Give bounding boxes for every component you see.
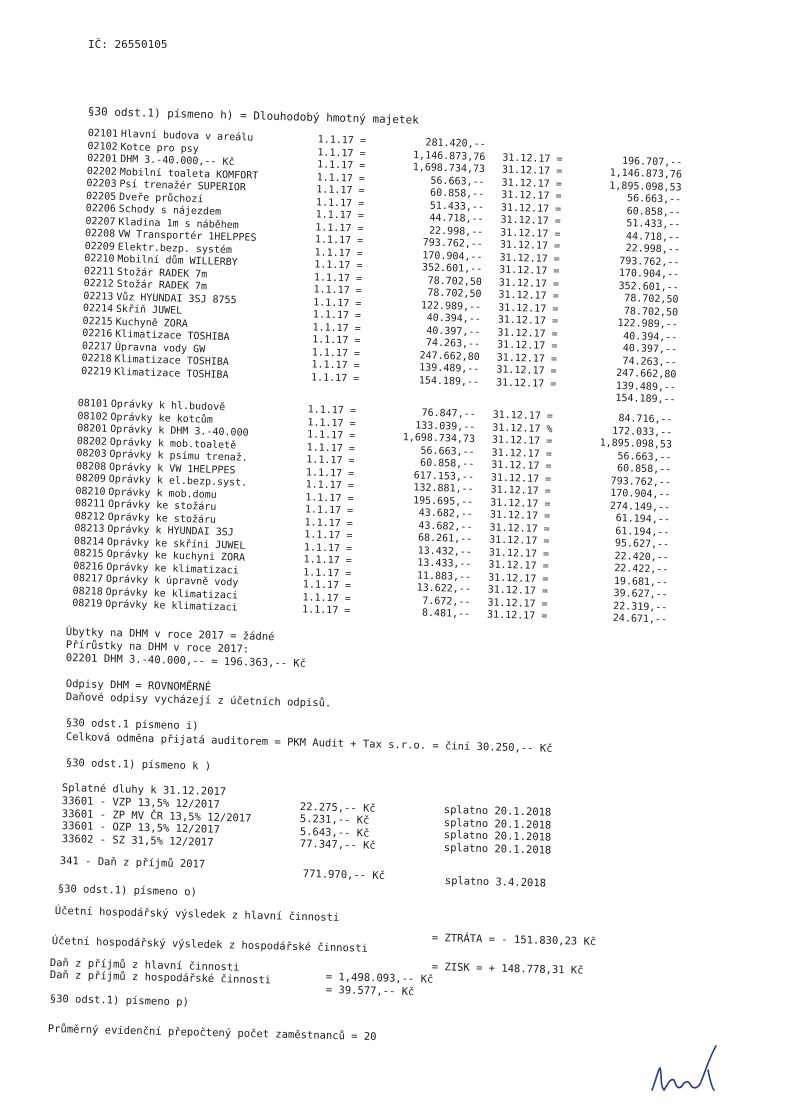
row-start-date: 1.1.17 = xyxy=(303,566,352,580)
row-name: Klimatizace TOSHIBA xyxy=(114,353,230,369)
row-name: Stožár RADEK 7m xyxy=(116,266,208,280)
row-name: Dveře průchozí xyxy=(118,191,204,205)
row-end-date: 31.12.17 = xyxy=(501,164,563,178)
row-end-date: 31.12.17 = xyxy=(497,314,559,328)
row-code: 08215 xyxy=(73,547,104,560)
section-heading: §30 odst.1) písmeno h) = Dlouhodobý hmotný majetek xyxy=(87,105,420,127)
row-end-value: 1,895.098,53 xyxy=(609,180,682,194)
row-code: 02209 xyxy=(84,240,115,253)
row-start-date: 1.1.17 = xyxy=(305,479,354,492)
row-end-value: 172.033,-- xyxy=(611,425,673,439)
row-end-value: 40.397,-- xyxy=(622,343,678,356)
row-end-value: 19.681,-- xyxy=(613,575,669,589)
row-code: 02205 xyxy=(85,190,117,203)
row-code: 02102 xyxy=(87,140,118,153)
row-end-value: 39.627,-- xyxy=(613,588,668,601)
row-start-value: 352.601,-- xyxy=(421,262,483,276)
row-start-value: 281.420,-- xyxy=(425,137,486,151)
row-name: Oprávky ke klimatizaci xyxy=(106,561,239,577)
row-start-date: 1.1.17 = xyxy=(305,466,355,480)
row-code: 02213 xyxy=(83,290,114,303)
row-end-date: 31.12.17 = xyxy=(491,459,552,473)
row-name: Klimatizace TOSHIBA xyxy=(115,328,230,344)
row-code: 08218 xyxy=(72,585,103,598)
row-code: 08201 xyxy=(76,422,108,435)
row-code: 02217 xyxy=(81,340,113,353)
row-end-value: 61.194,-- xyxy=(615,513,670,526)
row-end-date: 31.12.17 = xyxy=(487,597,548,610)
row-end-date: 31.12.17 = xyxy=(488,559,549,573)
row-end-value xyxy=(568,141,683,144)
dan-hlavni-label: Daň z příjmů z hlavní činnosti xyxy=(49,957,240,974)
row-code: 08219 xyxy=(72,597,103,610)
row-end-value: 40.394,-- xyxy=(623,330,678,344)
row-end-date: 31.12.17 = xyxy=(500,214,561,228)
row-start-value: 8.481,-- xyxy=(421,607,471,621)
row-code: 08209 xyxy=(75,472,107,485)
row-start-value: 22.998,-- xyxy=(428,225,484,238)
row-name: Kladina 1m s náběhem xyxy=(118,216,239,231)
row-start-value: 43.682,-- xyxy=(418,507,474,521)
row-start-date: 1.1.17 = xyxy=(311,359,360,372)
row-start-value: 13.433,-- xyxy=(417,557,472,571)
row-start-value: 13.432,-- xyxy=(417,545,473,558)
row-start-date: 1.1.17 = xyxy=(306,441,356,455)
row-end-value: 196.707,-- xyxy=(621,155,683,169)
row-code: 02211 xyxy=(83,265,115,278)
row-end-date: 31.12.17 = xyxy=(502,152,563,165)
row-start-value: 78.702,50 xyxy=(427,275,483,288)
row-start-value: 1,698.734,73 xyxy=(402,432,476,446)
row-code: 02207 xyxy=(85,215,116,228)
row-start-date: 1.1.17 = xyxy=(302,604,351,617)
row-code: 02216 xyxy=(82,327,113,340)
row-end-date: 31.12.17 = xyxy=(487,584,549,598)
row-start-date: 1.1.17 = xyxy=(307,404,357,417)
row-start-value: 11.883,-- xyxy=(416,570,472,583)
row-end-date: 31.12.17 % xyxy=(492,422,553,435)
row-start-value: 60.858,-- xyxy=(419,457,475,471)
row-name: Vůz HYUNDAI 3SJ 8755 xyxy=(116,291,237,306)
row-name: Psí trenažér SUPERIOR xyxy=(119,178,246,194)
row-end-value: 247.662,80 xyxy=(615,367,677,381)
row-start-date: 1.1.17 = xyxy=(317,134,367,147)
row-end-value: 56.663,-- xyxy=(617,450,672,464)
debt-due: splatno 20.1.2018 xyxy=(443,804,552,819)
row-end-date: 31.12.17 = xyxy=(497,327,558,340)
row-start-date: 1.1.17 = xyxy=(315,209,364,222)
row-code: 08211 xyxy=(74,497,106,510)
row-start-value: 40.397,-- xyxy=(426,325,481,338)
row-code: 02202 xyxy=(86,165,118,178)
row-end-value: 44.718,-- xyxy=(625,230,681,244)
row-name: Oprávky ke stožáru xyxy=(107,511,217,526)
row-end-date: 31.12.17 = xyxy=(499,264,560,278)
dan-hosp-label: Daň z příjmů z hospodářské činnosti xyxy=(49,969,272,987)
row-code: 08217 xyxy=(72,572,104,585)
row-end-date: 31.12.17 = xyxy=(496,339,558,353)
pismeno-p: §30 odst.1) písmeno p) xyxy=(49,993,190,1009)
row-end-value: 154.189,-- xyxy=(615,392,676,406)
debt-amount: 77.347,-- Kč xyxy=(299,838,376,853)
row-code: 02203 xyxy=(86,177,117,190)
row-name: Oprávky k psímu trenaž. xyxy=(109,448,249,464)
vysledek-hlavni-label: Účetní hospodářský výsledek z hlavní činnosti xyxy=(54,905,340,924)
row-end-date: 31.12.17 = xyxy=(487,572,549,585)
auditor-fee: Celková odměna přijatá auditorem = PKM Audit + Tax s.r.o. = činí 30.250,-- Kč xyxy=(65,731,553,755)
row-end-date: 31.12.17 = xyxy=(490,484,551,498)
row-end-date: 31.12.17 = xyxy=(499,239,561,253)
row-name: Mobilní toaleta KOMFORT xyxy=(119,166,259,182)
row-name: Kotce pro psy xyxy=(120,141,199,155)
row-start-date: 1.1.17 = xyxy=(304,504,354,517)
row-code: 08102 xyxy=(77,410,108,423)
row-name: VW Transportér 1HELPPES xyxy=(117,228,257,244)
pismeno-k: §30 odst.1) písmeno k ) xyxy=(65,757,212,773)
row-start-date: 1.1.17 = xyxy=(311,346,361,360)
handwritten-signature xyxy=(648,1040,728,1100)
splatne-dluhy-heading: Splatné dluhy k 31.12.2017 xyxy=(61,782,227,799)
row-start-value: 43.682,-- xyxy=(418,520,473,533)
row-end-value: 78.702,50 xyxy=(624,293,679,306)
row-start-value: 56.663,-- xyxy=(420,445,475,458)
row-name: Oprávky ke kotcům xyxy=(110,411,213,426)
row-end-value: 61.194,-- xyxy=(615,525,670,539)
row-code: 02214 xyxy=(82,302,114,315)
debt-amount: 5.643,-- Kč xyxy=(299,825,370,840)
row-end-value: 60.858,-- xyxy=(626,205,682,219)
row-start-date: 1.1.17 = xyxy=(303,541,353,555)
row-start-date: 1.1.17 = xyxy=(310,371,360,385)
row-code: 02101 xyxy=(87,128,119,140)
row-end-value: 274.149,-- xyxy=(609,500,671,514)
vysledek-hlavni-value: = ZTRÁTA = - 151.830,23 Kč xyxy=(431,932,597,949)
row-end-date: 31.12.17 = xyxy=(499,252,560,265)
row-code: 02206 xyxy=(85,202,117,215)
dan-hosp-value: = 39.577,-- Kč xyxy=(325,984,415,999)
row-end-value: 170.904,-- xyxy=(610,487,671,501)
debt-amount: 5.231,-- Kč xyxy=(299,813,370,827)
row-end-value: 22.420,-- xyxy=(614,550,669,564)
row-start-date: 1.1.17 = xyxy=(302,579,352,592)
row-name: Oprávky ke stožáru xyxy=(107,498,217,513)
tax-amount: 771.970,-- Kč xyxy=(302,868,386,883)
row-name: DHM 3.-40.000,-- Kč xyxy=(119,153,235,169)
row-start-date: 1.1.17 = xyxy=(313,271,363,285)
row-end-date: 31.12.17 = xyxy=(490,497,551,510)
row-name: Hlavní budova v areálu xyxy=(120,128,254,144)
row-name: Stožár RADEK 7m xyxy=(116,278,208,293)
zamestnanci-line: Průměrný evidenční přepočtený počet zaměstnanců = 20 xyxy=(47,1023,377,1044)
row-end-value: 352.601,-- xyxy=(618,280,679,294)
row-start-value: 74.263,-- xyxy=(425,337,481,351)
row-start-date: 1.1.17 = xyxy=(304,516,353,530)
row-start-date: 1.1.17 = xyxy=(314,234,364,247)
row-start-date: 1.1.17 = xyxy=(315,221,364,235)
row-name: Oprávky k hl.budově xyxy=(110,398,226,414)
pismeno-i: §30 odst.1 písmeno i) xyxy=(65,717,199,733)
row-start-date: 1.1.17 = xyxy=(312,321,361,335)
row-start-value: 122.989,-- xyxy=(420,299,482,313)
row-start-value: 170.904,-- xyxy=(422,249,483,263)
row-end-value: 122.989,-- xyxy=(617,317,678,331)
row-start-value: 76.847,-- xyxy=(421,407,476,421)
row-start-value: 132.881,-- xyxy=(413,482,474,496)
row-end-value: 56.663,-- xyxy=(626,193,682,206)
odpisy-note: Daňové odpisy vycházejí z účetních odpisů. xyxy=(65,691,332,710)
row-end-date: 31.12.17 = xyxy=(498,289,559,303)
row-start-value: 7.672,-- xyxy=(422,595,471,608)
row-end-value: 793.762,-- xyxy=(610,475,672,489)
row-end-value: 78.702,50 xyxy=(623,305,679,319)
row-start-date: 1.1.17 = xyxy=(316,159,366,172)
row-name: Oprávky k mob.domu xyxy=(108,486,217,501)
row-end-date: 31.12.17 = xyxy=(501,189,562,203)
row-start-date: 1.1.17 = xyxy=(306,429,356,442)
row-code: 08203 xyxy=(76,447,107,460)
row-start-date: 1.1.17 = xyxy=(304,529,353,542)
row-name: Oprávky k DHM 3.-40.000 xyxy=(109,423,249,439)
row-start-value: 44.718,-- xyxy=(429,212,484,226)
row-code: 02218 xyxy=(81,352,112,365)
row-end-date: 31.12.17 = xyxy=(501,177,562,190)
row-end-date: 31.12.17 = xyxy=(496,364,557,378)
row-start-date: 1.1.17 = xyxy=(302,591,351,605)
row-start-date: 1.1.17 = xyxy=(307,416,356,430)
row-name: Oprávky ke kuchyni ZORA xyxy=(106,548,246,564)
row-end-value: 24.671,-- xyxy=(612,613,668,626)
row-end-date: 31.12.17 = xyxy=(489,509,551,523)
row-code: 08214 xyxy=(73,535,105,548)
row-start-date: 1.1.17 = xyxy=(317,146,366,160)
row-end-value: 170.904,-- xyxy=(618,267,680,281)
row-code: 02219 xyxy=(81,365,112,378)
row-code: 08216 xyxy=(73,560,104,573)
row-end-date: 31.12.17 = xyxy=(490,472,552,485)
row-start-value: 56.663,-- xyxy=(430,175,485,188)
row-end-date: 31.12.17 = xyxy=(495,376,557,390)
row-code: 08208 xyxy=(75,460,107,473)
ubytky-line: Úbytky na DHM v roce 2017 = žádné xyxy=(65,626,275,644)
row-start-date: 1.1.17 = xyxy=(315,196,365,210)
debt-label: 33601 - ZP MV ČR 13,5% 12/2017 xyxy=(61,807,252,825)
row-end-value: 22.422,-- xyxy=(614,563,669,576)
prirustky-line: Přírůstky na DHM v roce 2017: xyxy=(65,639,250,656)
row-code: 08101 xyxy=(77,398,109,410)
row-name: Úpravna vody GW xyxy=(114,341,206,355)
row-end-value: 1,895.098,53 xyxy=(599,437,673,451)
row-start-value: 133.039,-- xyxy=(414,419,476,433)
row-start-value: 247.662,80 xyxy=(419,349,480,363)
row-name: Klimatizace TOSHIBA xyxy=(114,366,229,381)
tax-due: splatno 3.4.2018 xyxy=(444,875,547,890)
row-start-date: 1.1.17 = xyxy=(316,171,366,185)
row-end-date: 31.12.17 = xyxy=(500,227,561,240)
row-end-value: 51.433,-- xyxy=(626,218,681,231)
row-name: Mobilní dům WILLERBY xyxy=(117,253,238,269)
row-code: 02215 xyxy=(82,315,113,328)
row-name: Oprávky ke klimatizaci xyxy=(105,586,239,602)
row-name: Oprávky k úpravně vody xyxy=(105,573,239,589)
row-start-date: 1.1.17 = xyxy=(305,491,354,505)
row-start-value: 139.489,-- xyxy=(419,362,480,376)
row-end-value: 22.998,-- xyxy=(625,243,680,256)
row-end-date: 31.12.17 = xyxy=(496,352,558,365)
row-end-value: 60.858,-- xyxy=(616,463,672,476)
row-code: 02212 xyxy=(83,277,114,290)
row-end-date: 31.12.17 = xyxy=(486,609,548,623)
debt-label: 33602 - SZ 31,5% 12/2017 xyxy=(61,832,214,849)
row-code: 02210 xyxy=(84,252,115,265)
row-start-value: 617.153,-- xyxy=(413,469,475,483)
row-end-date: 31.12.17 = xyxy=(492,409,554,423)
odpisy-line: Odpisy DHM = ROVNOMĚRNÉ xyxy=(65,678,212,694)
debt-due: splatno 20.1.2018 xyxy=(443,816,552,832)
row-code: 08213 xyxy=(74,522,105,535)
row-end-value: 1,146.873,76 xyxy=(609,167,683,181)
row-end-value: 22.319,-- xyxy=(613,600,668,614)
row-name: Elektr.bezp. systém xyxy=(117,241,233,256)
row-start-date: 1.1.17 = xyxy=(316,184,365,197)
row-end-date: 31.12.17 = xyxy=(500,202,562,215)
row-start-value: 195.695,-- xyxy=(412,494,474,508)
row-name: Oprávky k HYUNDAI 3SJ xyxy=(107,523,234,539)
vysledek-hosp-value: = ZISK = + 148.778,31 Kč xyxy=(431,961,584,977)
row-name: Oprávky ke skříni JUWEL xyxy=(106,536,246,552)
row-start-date: 1.1.17 = xyxy=(306,454,355,467)
debt-due: splatno 20.1.2018 xyxy=(443,841,552,857)
pismeno-o: §30 odst.1) písmeno o) xyxy=(57,883,198,899)
row-code: 02201 xyxy=(86,152,118,165)
row-start-value: 13.622,-- xyxy=(416,582,471,596)
debt-label: 33601 - OZP 13,5% 12/2017 xyxy=(61,820,220,836)
row-start-value: 1,698.734,73 xyxy=(412,162,486,176)
row-end-value: 84.716,-- xyxy=(618,413,673,426)
prirustek-item: 02201 DHM 3.-40.000,-- = 196.363,-- Kč xyxy=(65,652,307,670)
row-name: Kuchyně ZORA xyxy=(115,316,188,330)
debt-due: splatno 20.1.2018 xyxy=(443,829,552,844)
debt-label: 33601 - VZP 13,5% 12/2017 xyxy=(61,795,220,811)
row-start-date: 1.1.17 = xyxy=(303,554,352,567)
row-end-value: 95.627,-- xyxy=(614,538,670,551)
row-end-value: 74.263,-- xyxy=(622,355,677,369)
row-start-date: 1.1.17 = xyxy=(312,309,362,322)
row-end-value: 793.762,-- xyxy=(619,255,680,269)
row-end-date: 31.12.17 = xyxy=(498,277,560,290)
company-id: IČ: 26550105 xyxy=(88,38,168,51)
row-start-date: 1.1.17 = xyxy=(312,334,361,347)
vysledek-hosp-label: Účetní hospodářský výsledek z hospodářské činnosti xyxy=(51,935,368,955)
row-end-date: 31.12.17 = xyxy=(491,434,553,448)
row-end-date: 31.12.17 = xyxy=(488,547,550,560)
row-start-value: 60.858,-- xyxy=(429,187,485,201)
row-name: Oprávky k el.bezp.syst. xyxy=(108,473,248,489)
row-code: 08210 xyxy=(75,485,106,498)
row-start-value: 154.189,-- xyxy=(418,374,480,388)
row-end-date: 31.12.17 = xyxy=(489,534,550,548)
row-start-value: 68.261,-- xyxy=(417,532,473,546)
row-start-date: 1.1.17 = xyxy=(314,259,363,272)
row-code: 08202 xyxy=(76,435,108,448)
debt-amount: 22.275,-- Kč xyxy=(299,800,376,815)
row-name: Schody s nájezdem xyxy=(118,203,222,218)
row-name: Skříň JUWEL xyxy=(115,303,183,317)
row-start-value: 40.394,-- xyxy=(426,312,481,326)
row-start-date: 1.1.17 = xyxy=(313,284,362,297)
row-start-value: 51.433,-- xyxy=(429,200,485,213)
row-end-value: 139.489,-- xyxy=(615,380,677,394)
row-name: Oprávky k VW 1HELPPES xyxy=(108,461,236,476)
row-start-value: 1,146.873,76 xyxy=(412,149,486,163)
row-start-date: 1.1.17 = xyxy=(313,296,362,310)
row-name: Oprávky k mob.toaletě xyxy=(109,436,237,451)
row-start-value: 793.762,-- xyxy=(422,237,484,251)
row-end-date: 31.12.17 = xyxy=(497,302,559,315)
row-code: 08212 xyxy=(74,510,105,523)
row-end-date: 31.12.17 = xyxy=(491,447,552,460)
row-end-date: 31.12.17 = xyxy=(489,522,550,535)
row-name: Oprávky ke klimatizaci xyxy=(105,598,238,614)
tax-label: 341 - Daň z příjmů 2017 xyxy=(59,855,206,871)
row-start-date: 1.1.17 = xyxy=(314,246,363,260)
dan-hlavni-value: = 1,498.093,-- Kč xyxy=(325,971,434,986)
row-code: 02208 xyxy=(84,227,116,240)
row-start-value: 78.702,50 xyxy=(427,287,482,301)
